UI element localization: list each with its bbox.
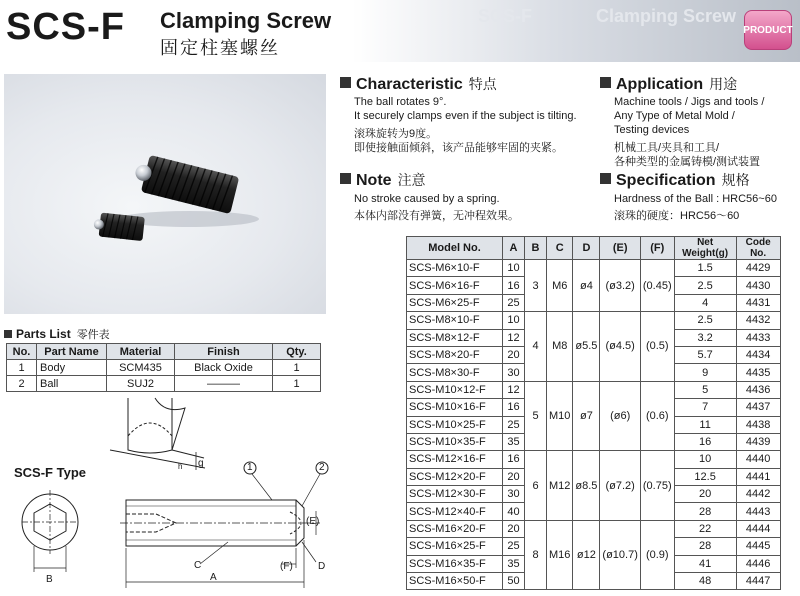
table-cell: SCM435 <box>107 360 175 376</box>
table-cell: 1.5 <box>674 260 736 277</box>
column-header: D <box>573 237 600 260</box>
table-cell: (ø7.2) <box>600 451 640 521</box>
table-cell: 4443 <box>736 503 780 520</box>
table-row <box>407 520 781 537</box>
table-cell: 16 <box>503 277 525 294</box>
dim-label-c: C <box>194 560 202 571</box>
table-cell: 12.5 <box>674 468 736 485</box>
application-title: Application <box>616 76 704 93</box>
table-cell: (ø10.7) <box>600 520 640 590</box>
table-cell: SCS-M10×12-F <box>407 381 503 398</box>
parts-list-title: Parts List <box>16 327 71 341</box>
table-cell: 4433 <box>736 329 780 346</box>
column-header: Material <box>107 344 175 360</box>
callout-number-1: 1 <box>247 462 253 473</box>
table-cell: ø7 <box>573 381 600 451</box>
table-cell: SCS-M8×10-F <box>407 312 503 329</box>
table-cell: 4436 <box>736 381 780 398</box>
column-header: (E) <box>600 237 640 260</box>
column-header: Qty. <box>273 344 321 360</box>
ball-detail-view <box>110 398 205 470</box>
square-bullet-icon <box>600 173 611 184</box>
specification-heading <box>600 170 750 190</box>
application-line: 机械工具/夹具和工具/ <box>614 142 720 154</box>
table-cell: SCS-M12×16-F <box>407 451 503 468</box>
specification-table-body <box>407 260 781 590</box>
table-header-row <box>407 237 781 260</box>
table-cell: 3.2 <box>674 329 736 346</box>
characteristic-line: The ball rotates 9°. <box>354 96 447 108</box>
type-label: SCS-F Type <box>14 465 86 480</box>
table-cell: 16 <box>674 433 736 450</box>
table-cell: SCS-M12×20-F <box>407 468 503 485</box>
column-header: Finish <box>175 344 273 360</box>
table-cell: 25 <box>503 538 525 555</box>
table-cell: ø5.5 <box>573 312 600 382</box>
specification-text <box>614 192 777 223</box>
table-cell: 12 <box>503 381 525 398</box>
table-cell: (0.9) <box>640 520 674 590</box>
characteristic-text <box>354 95 577 155</box>
table-cell: 12 <box>503 329 525 346</box>
table-row <box>407 381 781 398</box>
table-cell: 25 <box>503 294 525 311</box>
table-cell: 4434 <box>736 346 780 363</box>
table-cell: 20 <box>503 468 525 485</box>
table-cell: 30 <box>503 486 525 503</box>
characteristic-heading <box>340 74 497 94</box>
note-line: 本体内部没有弹簧，无冲程效果。 <box>354 210 519 222</box>
table-cell: SUJ2 <box>107 376 175 392</box>
table-cell: 4 <box>525 312 547 382</box>
table-cell: SCS-M10×35-F <box>407 433 503 450</box>
table-cell: Body <box>37 360 107 376</box>
dim-label-e: (E) <box>306 516 320 527</box>
product-photo <box>4 74 326 314</box>
table-cell: 4 <box>674 294 736 311</box>
product-badge: PRODUCT <box>744 10 792 50</box>
table-cell: 4440 <box>736 451 780 468</box>
table-cell: SCS-M16×20-F <box>407 520 503 537</box>
column-header: Code No. <box>736 237 780 260</box>
watermark-code: SCS-F <box>478 6 532 26</box>
table-cell: M12 <box>547 451 573 521</box>
table-cell: SCS-M6×16-F <box>407 277 503 294</box>
column-header: Part Name <box>37 344 107 360</box>
square-bullet-icon <box>340 173 351 184</box>
table-cell: 11 <box>674 416 736 433</box>
table-cell: M6 <box>547 260 573 312</box>
note-heading <box>340 170 426 190</box>
characteristic-line: It securely clamps even if the subject is tilting. <box>354 110 577 122</box>
application-line: 各种类型的金属铸模/测试装置 <box>614 156 761 168</box>
table-cell: SCS-M6×25-F <box>407 294 503 311</box>
end-view <box>22 490 78 572</box>
table-cell: 4431 <box>736 294 780 311</box>
product-code: SCS-F <box>6 6 125 48</box>
table-row <box>7 360 321 376</box>
table-cell: 28 <box>674 503 736 520</box>
table-cell: 16 <box>503 451 525 468</box>
table-cell: Ball <box>37 376 107 392</box>
table-cell: (ø4.5) <box>600 312 640 382</box>
table-cell: ø8.5 <box>573 451 600 521</box>
table-cell: 20 <box>503 346 525 363</box>
specification-line: Hardness of the Ball : HRC56~60 <box>614 193 777 205</box>
square-bullet-icon <box>4 330 12 338</box>
table-cell: 28 <box>674 538 736 555</box>
dim-label-g: g <box>198 458 204 469</box>
table-cell: 5 <box>674 381 736 398</box>
table-cell: 7 <box>674 399 736 416</box>
side-view <box>120 462 328 588</box>
product-title-cn: 固定柱塞螺丝 <box>160 38 280 58</box>
parts-list-table <box>6 343 321 392</box>
table-cell: (ø3.2) <box>600 260 640 312</box>
table-cell: 1 <box>273 360 321 376</box>
table-cell: SCS-M8×12-F <box>407 329 503 346</box>
dim-label-a: A <box>210 572 217 583</box>
table-cell: 35 <box>503 433 525 450</box>
dim-label-f: (F) <box>280 561 293 572</box>
dim-label-d: D <box>318 561 326 572</box>
table-cell: 4441 <box>736 468 780 485</box>
table-cell: 30 <box>503 364 525 381</box>
table-cell: 5 <box>525 381 547 451</box>
table-cell: 50 <box>503 573 525 590</box>
specification-title: Specification <box>616 172 716 189</box>
table-cell: 4437 <box>736 399 780 416</box>
table-cell: (0.5) <box>640 312 674 382</box>
specification-title-cn: 规格 <box>721 172 750 188</box>
table-cell: 48 <box>674 573 736 590</box>
application-line: Machine tools / Jigs and tools / <box>614 96 765 108</box>
characteristic-line: 滚珠旋转为9度。 <box>354 128 438 140</box>
table-cell: 4439 <box>736 433 780 450</box>
table-cell: 40 <box>503 503 525 520</box>
table-cell: 2 <box>7 376 37 392</box>
table-cell: 8 <box>525 520 547 590</box>
column-header: C <box>547 237 573 260</box>
table-cell: 4429 <box>736 260 780 277</box>
table-cell: 1 <box>273 376 321 392</box>
table-header-row <box>7 344 321 360</box>
table-cell: 16 <box>503 399 525 416</box>
table-cell: (0.45) <box>640 260 674 312</box>
table-cell: 4446 <box>736 555 780 572</box>
callout-number-2: 2 <box>319 462 325 473</box>
characteristic-title: Characteristic <box>356 76 463 93</box>
table-cell: 20 <box>674 486 736 503</box>
note-text <box>354 192 519 223</box>
column-header: A <box>503 237 525 260</box>
table-cell: ø4 <box>573 260 600 312</box>
table-cell: M16 <box>547 520 573 590</box>
table-cell: 4442 <box>736 486 780 503</box>
table-cell: SCS-M8×20-F <box>407 346 503 363</box>
table-cell: 3 <box>525 260 547 312</box>
product-title-en: Clamping Screw <box>160 8 332 33</box>
table-cell: ——— <box>175 376 273 392</box>
table-cell: 41 <box>674 555 736 572</box>
table-row <box>407 260 781 277</box>
table-cell: SCS-M16×25-F <box>407 538 503 555</box>
parts-list-title-cn: 零件表 <box>76 329 110 341</box>
table-cell: SCS-M6×10-F <box>407 260 503 277</box>
table-cell: 10 <box>503 312 525 329</box>
table-row <box>7 376 321 392</box>
table-cell: 10 <box>503 260 525 277</box>
screw-photo-illustration <box>4 74 326 314</box>
table-cell: SCS-M8×30-F <box>407 364 503 381</box>
note-title: Note <box>356 172 392 189</box>
table-cell: 4444 <box>736 520 780 537</box>
table-cell: Black Oxide <box>175 360 273 376</box>
table-cell: (ø6) <box>600 381 640 451</box>
column-header: B <box>525 237 547 260</box>
table-cell: 4435 <box>736 364 780 381</box>
table-cell: SCS-M12×30-F <box>407 486 503 503</box>
table-cell: SCS-M10×16-F <box>407 399 503 416</box>
specification-line: 滚珠的硬度：HRC56～60 <box>614 210 740 222</box>
table-cell: 22 <box>674 520 736 537</box>
application-heading <box>600 74 737 94</box>
column-header: No. <box>7 344 37 360</box>
column-header: Model No. <box>407 237 503 260</box>
table-cell: 35 <box>503 555 525 572</box>
note-title-cn: 注意 <box>397 172 426 188</box>
table-row <box>407 451 781 468</box>
application-line: Any Type of Metal Mold / <box>614 110 735 122</box>
parts-list-heading <box>4 326 110 342</box>
application-text <box>614 95 764 169</box>
specification-table <box>406 236 781 590</box>
table-cell: ø12 <box>573 520 600 590</box>
table-cell: 4432 <box>736 312 780 329</box>
dim-label-b: B <box>46 574 53 585</box>
table-cell: SCS-M10×25-F <box>407 416 503 433</box>
table-cell: 25 <box>503 416 525 433</box>
table-cell: 10 <box>674 451 736 468</box>
application-title-cn: 用途 <box>709 76 738 92</box>
table-cell: M10 <box>547 381 573 451</box>
table-cell: 2.5 <box>674 312 736 329</box>
table-cell: M8 <box>547 312 573 382</box>
characteristic-title-cn: 特点 <box>468 76 497 92</box>
note-line: No stroke caused by a spring. <box>354 193 500 205</box>
table-cell: 4447 <box>736 573 780 590</box>
watermark-title: Clamping Screw <box>596 6 737 26</box>
square-bullet-icon <box>340 77 351 88</box>
table-cell: (0.6) <box>640 381 674 451</box>
table-cell: 1 <box>7 360 37 376</box>
table-cell: SCS-M12×40-F <box>407 503 503 520</box>
application-line: Testing devices <box>614 124 690 136</box>
table-cell: 4430 <box>736 277 780 294</box>
column-header: Net Weight(g) <box>674 237 736 260</box>
table-cell: 4445 <box>736 538 780 555</box>
table-cell: 2.5 <box>674 277 736 294</box>
dim-label-h: h <box>178 462 183 471</box>
table-cell: 5.7 <box>674 346 736 363</box>
table-cell: 6 <box>525 451 547 521</box>
column-header: (F) <box>640 237 674 260</box>
table-cell: 4438 <box>736 416 780 433</box>
table-cell: 9 <box>674 364 736 381</box>
table-cell: SCS-M16×35-F <box>407 555 503 572</box>
square-bullet-icon <box>600 77 611 88</box>
table-cell: SCS-M16×50-F <box>407 573 503 590</box>
table-row <box>407 312 781 329</box>
characteristic-line: 即使接触面倾斜，该产品能够牢固的夹紧。 <box>354 142 563 154</box>
table-cell: 20 <box>503 520 525 537</box>
table-cell: (0.75) <box>640 451 674 521</box>
